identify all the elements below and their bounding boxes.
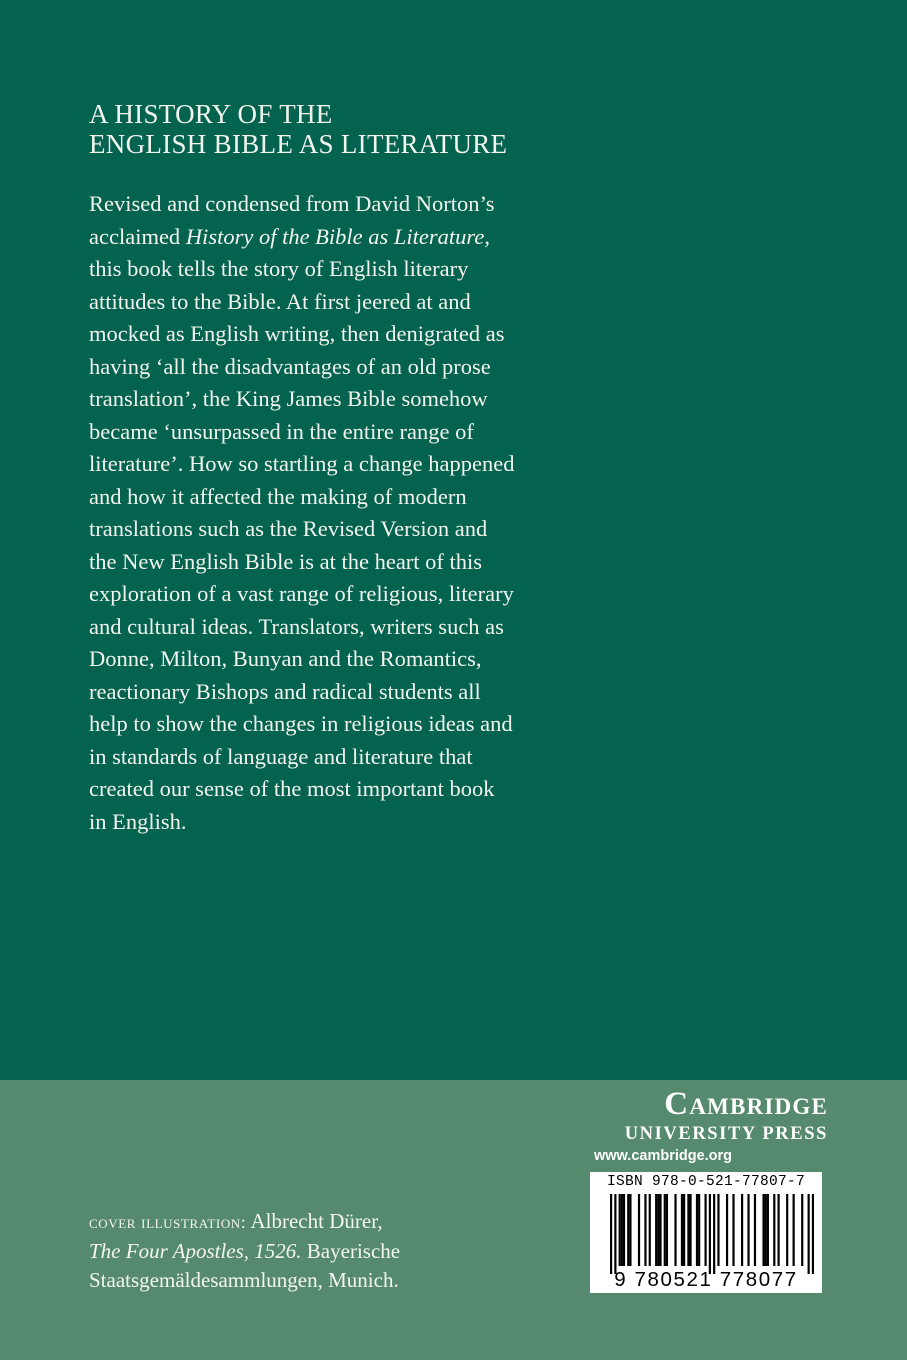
barcode-bar xyxy=(649,1194,651,1266)
blurb-line: Revised and condensed from David Norton’s xyxy=(89,191,495,216)
barcode-bar xyxy=(619,1194,621,1266)
cover-illustration-credit xyxy=(89,1207,569,1295)
credit-line: Staatsgemäldesammlungen, Munich. xyxy=(89,1268,399,1292)
isbn-barcode xyxy=(590,1172,822,1293)
barcode-bar xyxy=(689,1194,691,1266)
barcode-bar xyxy=(808,1194,810,1274)
blurb-line: having ‘all the disadvantages of an old prose xyxy=(89,353,491,379)
blurb-line: help to show the changes in religious ideas and xyxy=(89,711,513,736)
publisher-name: Cambridge xyxy=(664,1086,828,1122)
barcode-bar xyxy=(726,1194,728,1266)
barcode-bar xyxy=(801,1194,803,1266)
blurb-line: attitudes to the Bible. At first jeered at and xyxy=(89,288,471,314)
blurb-line: translation’, the King James Bible somehow xyxy=(89,386,488,411)
barcode-bar xyxy=(644,1194,646,1266)
book-title-line: ENGLISH BIBLE AS LITERATURE xyxy=(89,129,508,159)
isbn-number: ISBN 978-0-521-77807-7 xyxy=(606,1174,806,1190)
barcode-bar xyxy=(704,1194,706,1266)
publisher-subname: UNIVERSITY PRESS xyxy=(624,1124,828,1144)
barcode-bar xyxy=(614,1194,616,1274)
barcode-bar xyxy=(687,1194,689,1266)
blurb-line: created our sense of the most important book xyxy=(89,776,495,801)
blurb-line xyxy=(89,221,589,254)
barcode-digits: 9 780521 778077 xyxy=(614,1268,798,1291)
barcode-bar xyxy=(713,1194,715,1274)
blurb-line: Donne, Milton, Bunyan and the Romantics, xyxy=(89,646,482,671)
blurb-line: became ‘unsurpassed in the entire range of xyxy=(89,418,474,444)
book-title-line: A HISTORY OF THE xyxy=(89,99,333,129)
blurb-line: exploration of a vast range of religious, literary xyxy=(89,581,514,606)
barcode-bar xyxy=(696,1194,698,1266)
barcode-bar xyxy=(767,1194,769,1266)
barcode-bar xyxy=(777,1194,779,1266)
blurb-line: translations such as the Revised Version and xyxy=(89,516,488,541)
blurb-line: and how it affected the making of modern xyxy=(89,483,467,509)
credit-artist: Albrecht Dürer, xyxy=(246,1209,383,1233)
barcode-bar xyxy=(610,1194,612,1274)
credit-artwork-title: The Four Apostles, 1526. xyxy=(89,1239,302,1263)
book-title xyxy=(89,99,789,159)
barcode-bar xyxy=(621,1194,623,1266)
barcode-bar xyxy=(659,1194,661,1266)
barcode-bar xyxy=(655,1194,657,1266)
barcode-bar xyxy=(664,1194,666,1266)
barcode-bar xyxy=(629,1194,631,1266)
barcode-bar xyxy=(638,1194,640,1266)
barcode-bar xyxy=(732,1194,734,1266)
barcode-bar xyxy=(666,1194,668,1266)
publisher-logo xyxy=(588,1086,828,1144)
publisher-url: www.cambridge.org xyxy=(594,1148,733,1164)
barcode-bar xyxy=(773,1194,775,1266)
blurb-line: this book tells the story of English literary xyxy=(89,256,469,281)
blurb-text: acclaimed xyxy=(89,223,186,249)
credit-line xyxy=(89,1207,569,1237)
barcode-bar xyxy=(741,1194,743,1266)
blurb-line: the New English Bible is at the heart of this xyxy=(89,548,483,574)
blurb-line: in English. xyxy=(89,808,187,834)
barcode-bar xyxy=(709,1194,711,1274)
barcode-bar xyxy=(674,1194,676,1266)
barcode-bar xyxy=(754,1194,756,1266)
barcode-bar xyxy=(765,1194,767,1266)
book-blurb xyxy=(89,188,589,838)
blurb-line: in standards of language and literature that xyxy=(89,743,473,769)
barcode-bar xyxy=(681,1194,683,1266)
barcode-bar xyxy=(657,1194,659,1266)
barcode-bar xyxy=(623,1194,625,1266)
barcode-bar xyxy=(747,1194,749,1266)
barcode-bar xyxy=(812,1194,814,1274)
barcode-bar xyxy=(786,1194,788,1266)
blurb-line: and cultural ideas. Translators, writers such as xyxy=(89,613,504,639)
blurb-line: mocked as English writing, then denigrated as xyxy=(89,321,505,346)
blurb-line: literature’. How so startling a change happened xyxy=(89,451,515,476)
credit-label: cover illustration: xyxy=(89,1212,247,1232)
barcode-bar xyxy=(698,1194,700,1266)
credit-line xyxy=(89,1237,569,1266)
credit-collection: Bayerische xyxy=(301,1239,401,1263)
barcode-bar xyxy=(683,1194,685,1266)
barcode-bar xyxy=(717,1194,719,1266)
barcode-bar xyxy=(627,1194,629,1266)
barcode-bar xyxy=(793,1194,795,1266)
blurb-line: reactionary Bishops and radical students all xyxy=(89,678,481,704)
barcode-bar xyxy=(762,1194,764,1266)
barcode-bars xyxy=(598,1194,814,1274)
cited-work-title: History of the Bible as Literature, xyxy=(185,223,490,249)
